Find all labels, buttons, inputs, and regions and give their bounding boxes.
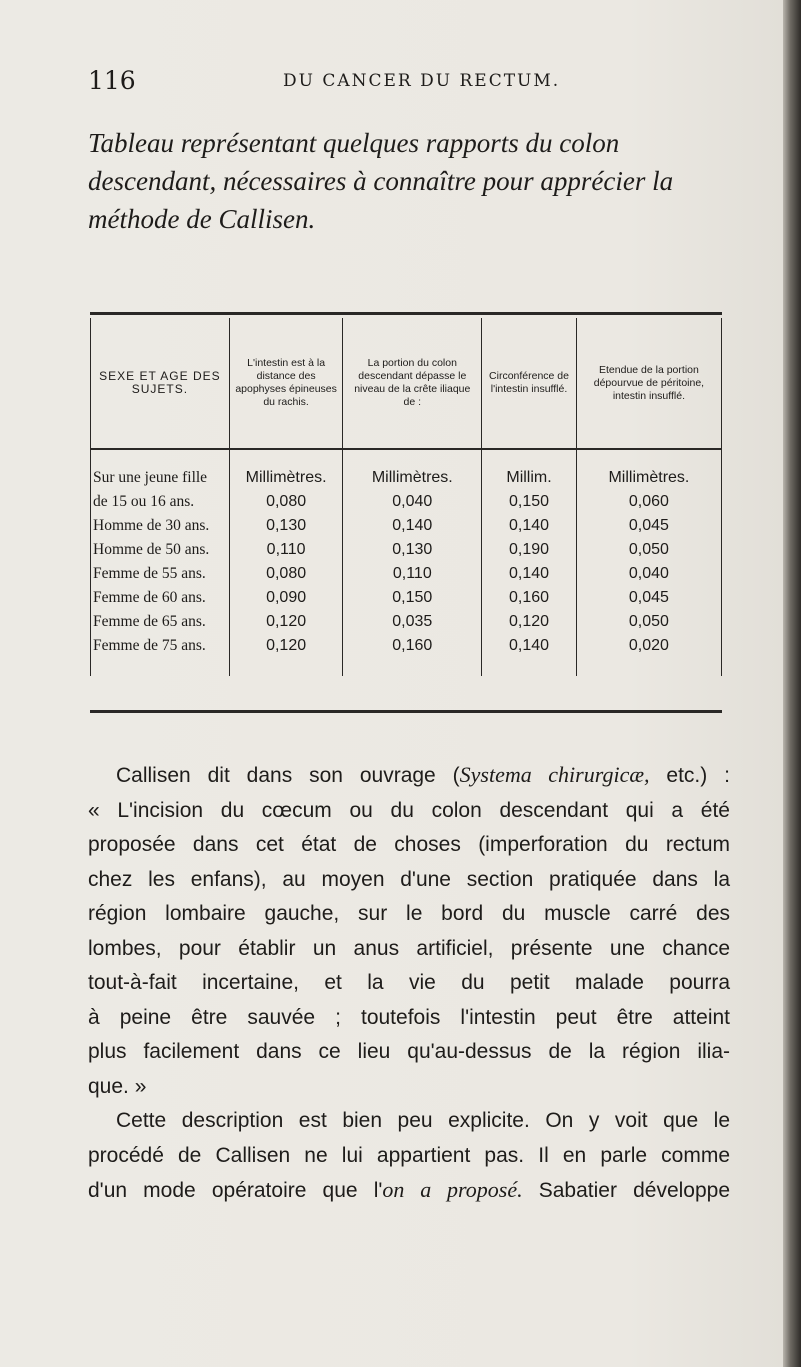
table-cell: 0,140 bbox=[482, 634, 577, 676]
row-label: Sur une jeune fille bbox=[91, 466, 230, 490]
table-cell: 0,140 bbox=[343, 514, 482, 538]
table-cell: 0,050 bbox=[576, 610, 721, 634]
text-segment: procédé de Callisen ne lui appartient pas. Il en parle comme bbox=[88, 1143, 730, 1167]
unit-cell: Millimètres. bbox=[229, 466, 343, 490]
table-row bbox=[91, 586, 722, 610]
table-cell: 0,110 bbox=[343, 562, 482, 586]
table-bottom-rule bbox=[90, 710, 722, 713]
table-row bbox=[91, 514, 722, 538]
table-cell: 0,040 bbox=[343, 490, 482, 514]
text-segment: Cette description est bien peu explicite. On y voit que le bbox=[116, 1109, 730, 1132]
table-cell: 0,120 bbox=[229, 610, 343, 634]
table-cell: 0,150 bbox=[343, 586, 482, 610]
text-segment: tout-à-fait incertaine, et la vie du petit malade pourra bbox=[88, 971, 730, 994]
text-segment: région lombaire gauche, sur le bord du muscle carré des bbox=[88, 902, 730, 925]
unit-cell: Millim. bbox=[482, 466, 577, 490]
table-cell: 0,150 bbox=[482, 490, 577, 514]
text-line bbox=[88, 828, 730, 863]
text-line bbox=[88, 966, 730, 1001]
text-segment: proposée dans cet état de choses (imperforation du rectum bbox=[88, 833, 730, 856]
body-text bbox=[88, 758, 730, 1209]
table-cell: 0,050 bbox=[576, 538, 721, 562]
table-cell: 0,090 bbox=[229, 586, 343, 610]
table-cell: 0,140 bbox=[482, 562, 577, 586]
text-line bbox=[88, 1070, 730, 1105]
table-cell: 0,160 bbox=[343, 634, 482, 676]
row-label: de 15 ou 16 ans. bbox=[91, 490, 230, 514]
text-segment: Callisen dit dans son ouvrage ( bbox=[116, 764, 460, 787]
unit-cell: Millimètres. bbox=[576, 466, 721, 490]
row-label: Femme de 55 ans. bbox=[91, 562, 230, 586]
table-cell: 0,160 bbox=[482, 586, 577, 610]
table-cell: 0,190 bbox=[482, 538, 577, 562]
text-line bbox=[88, 863, 730, 898]
text-line bbox=[88, 1001, 730, 1036]
book-spine-shadow bbox=[783, 0, 801, 1367]
row-label: Femme de 60 ans. bbox=[91, 586, 230, 610]
text-line bbox=[88, 932, 730, 967]
table-cell: 0,140 bbox=[482, 514, 577, 538]
table-row bbox=[91, 490, 722, 514]
text-line bbox=[88, 897, 730, 932]
table-cell: 0,130 bbox=[229, 514, 343, 538]
text-segment: Sabatier développe bbox=[522, 1179, 731, 1202]
table-cell: 0,080 bbox=[229, 490, 343, 514]
table-row bbox=[91, 634, 722, 676]
text-line bbox=[88, 1173, 730, 1209]
table-cell: 0,035 bbox=[343, 610, 482, 634]
unit-cell: Millimètres. bbox=[343, 466, 482, 490]
table-cell: 0,040 bbox=[576, 562, 721, 586]
page-number: 116 bbox=[88, 66, 136, 95]
table-caption: Tableau représentant quelques rapports du colon descendant, nécessaires à connaître pour apprécier la méthode de Callisen. bbox=[88, 128, 674, 234]
table-cell: 0,045 bbox=[576, 586, 721, 610]
table-row bbox=[91, 538, 722, 562]
text-line bbox=[88, 758, 730, 794]
row-label: Homme de 30 ans. bbox=[91, 514, 230, 538]
row-label: Femme de 75 ans. bbox=[91, 634, 230, 676]
page-header bbox=[88, 58, 738, 98]
column-header: La portion du colon descendant dépasse le niveau de la crête iliaque de : bbox=[343, 318, 482, 449]
italic-text: Systema chirurgicæ, bbox=[459, 762, 650, 787]
text-segment: d'un mode opératoire que l' bbox=[88, 1179, 383, 1202]
text-line bbox=[88, 1035, 730, 1070]
units-row bbox=[91, 466, 722, 490]
text-line bbox=[88, 1104, 730, 1139]
text-line bbox=[88, 1139, 730, 1174]
running-title: DU CANCER DU RECTUM. bbox=[283, 71, 561, 91]
table-row bbox=[91, 610, 722, 634]
row-label: Homme de 50 ans. bbox=[91, 538, 230, 562]
text-segment: à peine être sauvée ; toutefois l'intestin peut être atteint bbox=[88, 1005, 730, 1029]
italic-text: on a proposé. bbox=[382, 1177, 523, 1202]
table-cell: 0,060 bbox=[576, 490, 721, 514]
table-cell: 0,080 bbox=[229, 562, 343, 586]
text-segment: plus facilement dans ce lieu qu'au-dessus de la région ilia- bbox=[88, 1040, 730, 1063]
column-header: Etendue de la portion dépourvue de péritoine, intestin insufflé. bbox=[576, 318, 721, 449]
table-cell: 0,120 bbox=[482, 610, 577, 634]
text-line bbox=[88, 794, 730, 829]
table-cell: 0,130 bbox=[343, 538, 482, 562]
column-header: Circonférence de l'intestin insufflé. bbox=[482, 318, 577, 449]
data-table bbox=[90, 318, 722, 676]
table-cell: 0,120 bbox=[229, 634, 343, 676]
text-segment: lombes, pour établir un anus artificiel, présente une chance bbox=[88, 936, 730, 960]
table-cell: 0,045 bbox=[576, 514, 721, 538]
text-segment: que. » bbox=[88, 1074, 147, 1098]
column-header: SEXE ET AGE DES SUJETS. bbox=[91, 318, 230, 449]
table-top-rule bbox=[90, 312, 722, 315]
text-segment: etc.) : bbox=[649, 764, 730, 787]
text-segment: chez les enfans), au moyen d'une section pratiquée dans la bbox=[88, 867, 730, 891]
table-row bbox=[91, 562, 722, 586]
column-header: L'intestin est à la distance des apophyses épineuses du rachis. bbox=[229, 318, 343, 449]
text-segment: « L'incision du cœcum ou du colon descendant qui a été bbox=[88, 798, 730, 822]
table-cell: 0,110 bbox=[229, 538, 343, 562]
table-cell: 0,020 bbox=[576, 634, 721, 676]
table-header-row bbox=[91, 318, 722, 449]
row-label: Femme de 65 ans. bbox=[91, 610, 230, 634]
